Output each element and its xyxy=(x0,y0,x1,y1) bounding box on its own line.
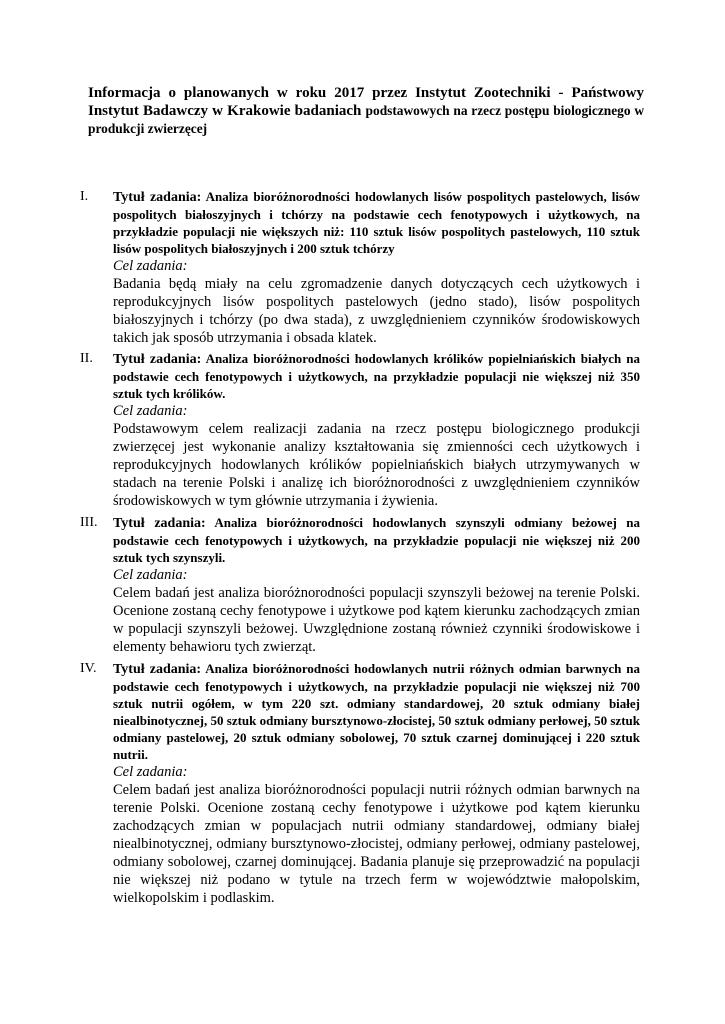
goal-label: Cel zadania: xyxy=(113,764,188,780)
task-title xyxy=(113,660,640,763)
section-number: III. xyxy=(80,515,98,530)
page-title xyxy=(88,84,644,138)
goal-description: Celem badań jest analiza bioróżnorodności populacji nutrii różnych odmian barwnych na terenie Polski. Ocenione zostaną cechy fenotypowe i użytkowe pod kątem kierunku zachodzących zmian w populacjach nutrii odmiany standardowej, odmiany białej niealbinotycznej, odmiany bursztynowo-złocistej, odmiany perłowej, odmiany pastelowej, odmiany sobolowej, czarnej dominującej. Badania planuje się przeprowadzić na populacji nie większej niż podano w tytule na trzech ferm w województwie małopolskim, wielkopolskim i podlaskim. xyxy=(113,782,640,906)
goal-label: Cel zadania: xyxy=(113,403,188,419)
page-title-main: Informacja o planowanych w roku 2017 przez Instytut Zootechniki - Państwowy Instytut Badawczy w Krakowie badaniach xyxy=(88,85,644,119)
task-title xyxy=(113,350,640,402)
section-number: I. xyxy=(80,189,89,204)
goal-description: Badania będą miały na celu zgromadzenie danych dotyczących cech użytkowych i reprodukcyjnych lisów pospolitych pastelowych (jedno stado), lisów pospolitych białoszyjnych i tchórzy (po dwa stada), z uwzględnieniem czynników środowiskowych takich jak sposób utrzymania i obsada klatek. xyxy=(113,276,640,346)
goal-description: Celem badań jest analiza bioróżnorodności populacji szynszyli beżowej na terenie Polski. Ocenione zostaną cechy fenotypowe i użytkowe pod kątem kierunku zachodzących zmian w populacji szynszyli beżowej. Uwzględnione zostaną również czynniki środowiskowe i elementy behawioru tych zwierząt. xyxy=(113,585,640,655)
page-title-tail: podstawowych na rzecz postępu biologicznego w produkcji zwierzęcej xyxy=(88,103,644,136)
task-title-text: Analiza bioróżnorodności hodowlanych królików popielniańskich białych na podstawie cech fenotypowych i użytkowych, na przykładzie populacji nie większej niż 350 sztuk tych królików. xyxy=(113,351,640,401)
task-title-label: Tytuł zadania: xyxy=(113,352,202,367)
task-title xyxy=(113,188,640,257)
task-title-label: Tytuł zadania: xyxy=(113,516,206,531)
goal-label: Cel zadania: xyxy=(113,567,188,583)
section-number: IV. xyxy=(80,661,97,676)
task-title-text: Analiza bioróżnorodności hodowlanych lisów pospolitych pastelowych, lisów pospolitych białoszyjnych i tchórzy na podstawie cech fenotypowych i użytkowych, na przykładzie populacji nie większych niż: 110 sztuk lisów pospolitych pastelowych, 110 sztuk lisów pospolitych białoszyjnych i 200 sztuk tchórzy xyxy=(113,189,640,256)
task-title xyxy=(113,514,640,566)
goal-description: Podstawowym celem realizacji zadania na rzecz postępu biologicznego produkcji zwierzęcej jest wykonanie analizy kształtowania się zmienności cech użytkowych i reprodukcyjnych hodowlanych królików popielniańskich białych utrzymywanych w stadach na terenie Polski i analizę ich bioróżnorodności z uwzględnieniem czynników środowiskowych w tym głównie utrzymania i żywienia. xyxy=(113,421,640,509)
task-title-text: Analiza bioróżnorodności hodowlanych szynszyli odmiany beżowej na podstawie cech fenotypowych i użytkowych, na przykładzie populacji nie większej niż 200 sztuk tych szynszyli. xyxy=(113,515,640,565)
task-title-text: Analiza bioróżnorodności hodowlanych nutrii różnych odmian barwnych na podstawie cech fenotypowych i użytkowych, na przykładzie populacji nie większej niż 700 sztuk nutrii ogółem, w tym 220 szt. odmiany standardowej, 20 sztuk odmiany białej niealbinotycznej, 50 sztuk odmiany bursztynowo-złocistej, 50 sztuk odmiany perłowej, 50 sztuk odmiany pastelowej, 20 sztuk odmiany sobolowej, 70 sztuk czarnej dominującej i 220 sztuk nutrii. xyxy=(113,661,640,762)
section-number: II. xyxy=(80,351,93,366)
task-title-label: Tytuł zadania: xyxy=(113,190,202,205)
task-title-label: Tytuł zadania: xyxy=(113,662,202,677)
goal-label: Cel zadania: xyxy=(113,258,188,274)
